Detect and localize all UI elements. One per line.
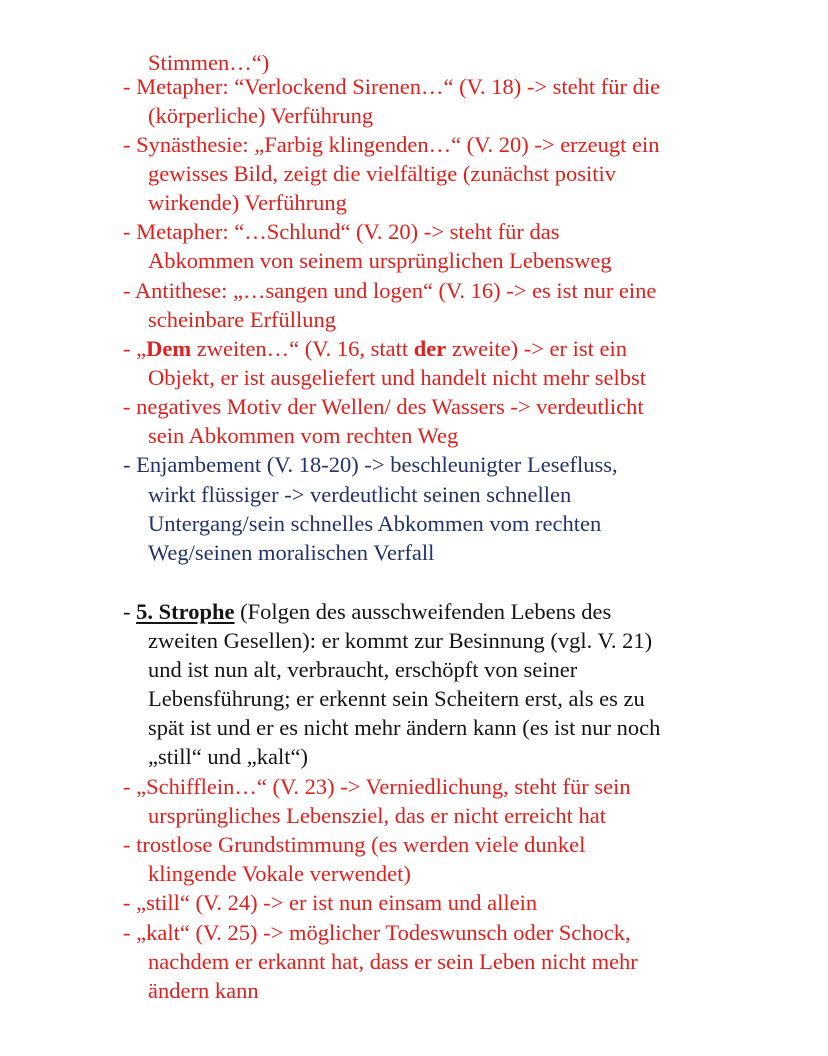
line-prefix: - „ — [123, 336, 147, 361]
text-line: Abkommen von seinem ursprünglichen Lebensweg — [148, 248, 612, 273]
text-line: ursprüngliches Lebensziel, das er nicht erreicht hat — [148, 803, 606, 828]
bullet-line — [123, 334, 627, 363]
text-line: Objekt, er ist ausgeliefert und handelt nicht mehr selbst — [148, 365, 646, 390]
text-line: klingende Vokale verwendet) — [148, 861, 411, 886]
bullet-line: - negatives Motiv der Wellen/ des Wassers -> verdeutlicht — [123, 394, 644, 419]
bullet-line: - „still“ (V. 24) -> er ist nun einsam und allein — [123, 890, 538, 915]
section-heading: 5. Strophe — [136, 599, 235, 624]
text-line: zweiten Gesellen): er kommt zur Besinnung (vgl. V. 21) — [148, 628, 653, 653]
text-line: Untergang/sein schnelles Abkommen vom rechten — [148, 511, 602, 536]
bold-word-dem: Dem — [146, 336, 192, 361]
bullet-line: - Antithese: „…sangen und logen“ (V. 16) -> es ist nur eine — [123, 278, 657, 303]
text-line: Stimmen…“) — [148, 50, 270, 75]
bullet-line: - Synästhesie: „Farbig klingenden…“ (V. 20) -> erzeugt ein — [123, 132, 660, 157]
line-middle: zweiten…“ (V. 16, statt — [191, 336, 414, 361]
text-line: scheinbare Erfüllung — [148, 307, 337, 332]
line-suffix: (Folgen des ausschweifenden Lebens des — [234, 599, 612, 624]
text-line: sein Abkommen vom rechten Weg — [148, 423, 459, 448]
text-line: (körperliche) Verführung — [148, 103, 374, 128]
bold-word-der: der — [413, 336, 447, 361]
bullet-line: - Metapher: “Verlockend Sirenen…“ (V. 18) -> steht für die — [123, 74, 661, 99]
text-line: Lebensführung; er erkennt sein Scheitern erst, als es zu — [148, 686, 645, 711]
text-line: ändern kann — [148, 978, 259, 1003]
line-prefix: - — [123, 599, 137, 624]
bullet-line: - Metapher: “…Schlund“ (V. 20) -> steht für das — [123, 219, 560, 244]
text-line: spät ist und er es nicht mehr ändern kann (es ist nur noch — [148, 715, 661, 740]
text-line: „still“ und „kalt“) — [148, 744, 308, 769]
text-line: nachdem er erkannt hat, dass er sein Leben nicht mehr — [148, 949, 638, 974]
text-line: wirkende) Verführung — [148, 190, 347, 215]
text-line: und ist nun alt, verbraucht, erschöpft von seiner — [148, 657, 578, 682]
line-suffix: zweite) -> er ist ein — [446, 336, 628, 361]
bullet-line: - „Schifflein…“ (V. 23) -> Verniedlichung, steht für sein — [123, 774, 631, 799]
section-heading-line — [123, 597, 611, 626]
text-line: gewisses Bild, zeigt die vielfältige (zunächst positiv — [148, 161, 617, 186]
bullet-line: - „kalt“ (V. 25) -> möglicher Todeswunsch oder Schock, — [123, 920, 631, 945]
bullet-line: - Enjambement (V. 18-20) -> beschleunigter Lesefluss, — [123, 452, 618, 477]
text-line: wirkt flüssiger -> verdeutlicht seinen schnellen — [148, 482, 572, 507]
bullet-line: - trostlose Grundstimmung (es werden viele dunkel — [123, 832, 586, 857]
text-line: Weg/seinen moralischen Verfall — [148, 540, 435, 565]
